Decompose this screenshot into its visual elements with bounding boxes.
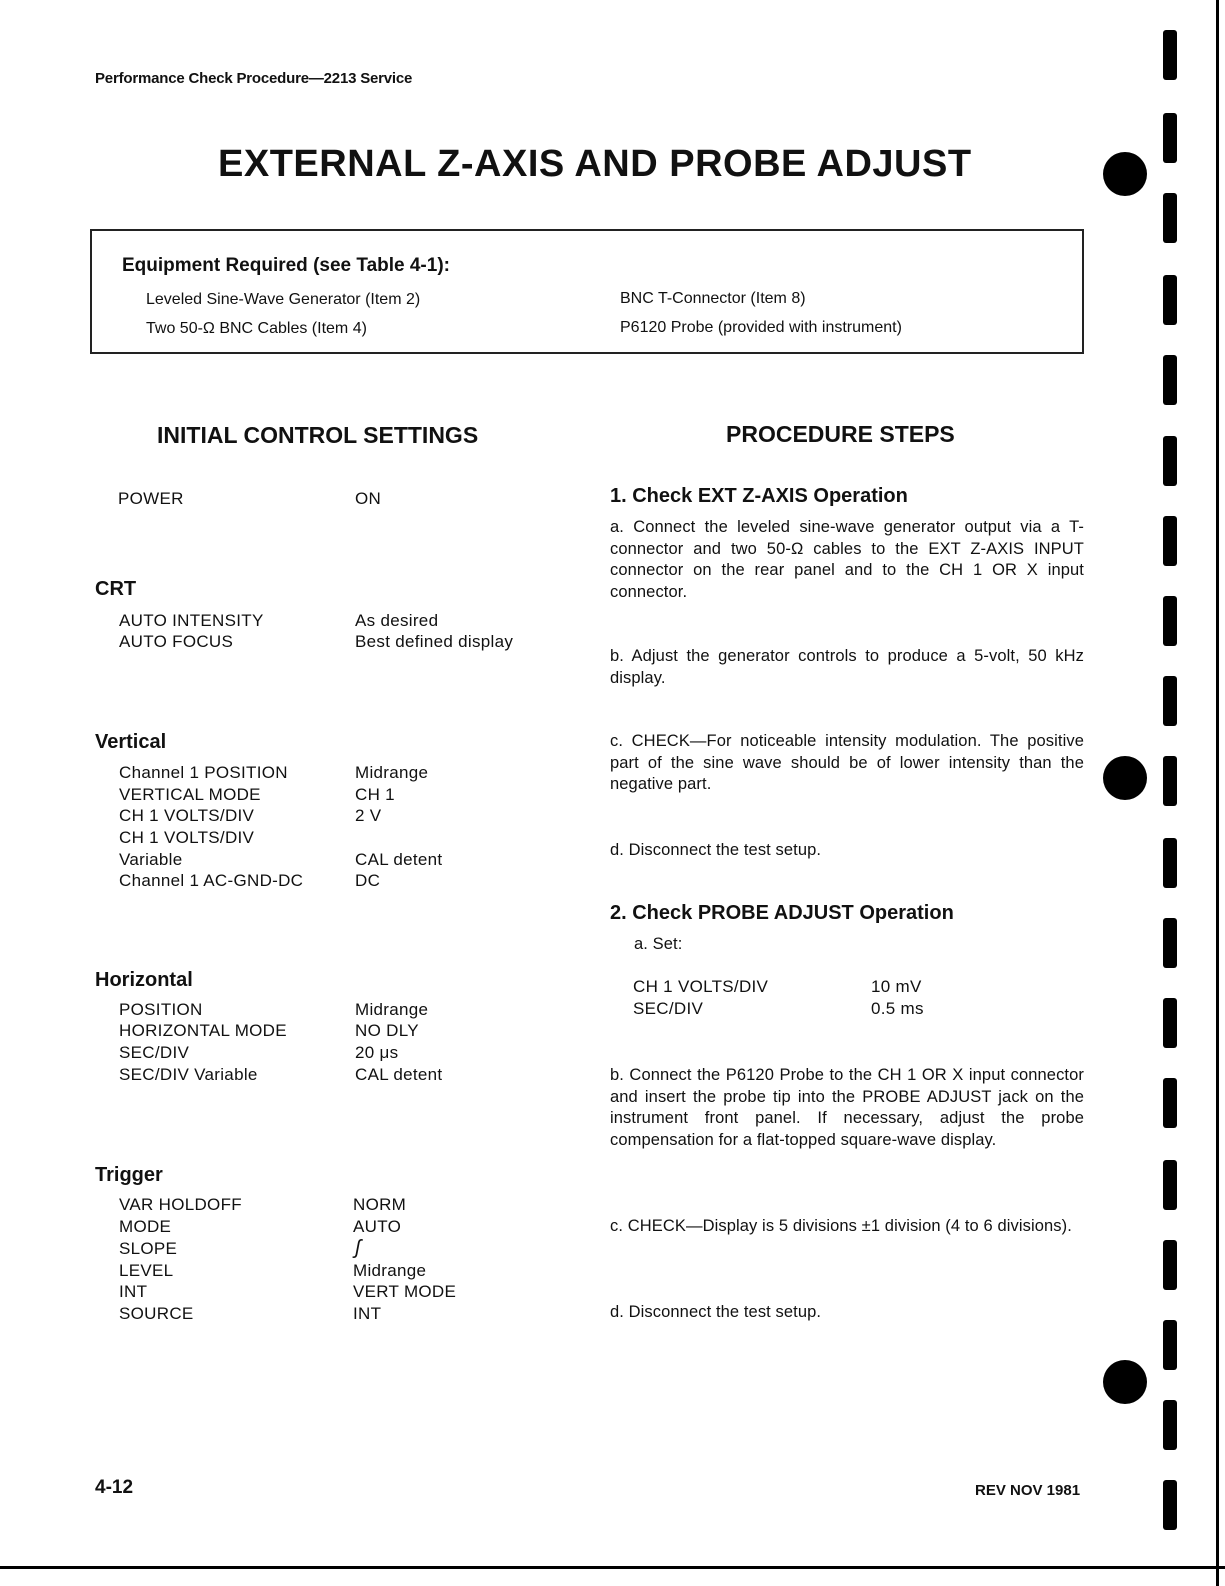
binding-mark (1163, 918, 1177, 968)
step-1d: d. Disconnect the test setup. (610, 841, 822, 859)
setting-label: Channel 1 POSITION (119, 763, 288, 782)
step-2a: a. Set: (634, 935, 683, 953)
setting-label: SOURCE (119, 1304, 194, 1323)
setting-label: AUTO INTENSITY (119, 611, 264, 630)
binding-mark (1163, 516, 1177, 566)
setting-value: Midrange (353, 1261, 427, 1280)
punch-hole (1103, 152, 1147, 196)
setting-value: NORM (353, 1195, 407, 1214)
setting-value: Best defined display (355, 632, 514, 651)
setting-value: INT (353, 1304, 382, 1323)
setting-label: LEVEL (119, 1261, 174, 1280)
setting-value: CAL detent (355, 850, 443, 869)
setting-label: SEC/DIV (633, 999, 704, 1018)
crt-heading: CRT (95, 578, 137, 600)
setting-value: 10 mV (871, 977, 922, 996)
setting-value: ON (355, 489, 382, 508)
binding-mark (1163, 756, 1177, 806)
binding-mark (1163, 193, 1177, 243)
setting-value: Midrange (355, 1000, 429, 1019)
setting-label: MODE (119, 1217, 172, 1236)
setting-label: CH 1 VOLTS/DIV (119, 806, 255, 825)
setting-value: As desired (355, 611, 439, 630)
setting-label: POSITION (119, 1000, 203, 1019)
procedure-heading: PROCEDURE STEPS (726, 421, 955, 447)
binding-mark (1163, 1078, 1177, 1128)
page-edge-rule (1216, 0, 1219, 1586)
setting-label: VERTICAL MODE (119, 785, 261, 804)
page-bottom-rule (0, 1566, 1225, 1569)
page-number: 4-12 (95, 1477, 134, 1498)
punch-hole (1103, 756, 1147, 800)
setting-label: Variable (119, 850, 183, 869)
binding-mark (1163, 596, 1177, 646)
step-1-title: 1. Check EXT Z-AXIS Operation (610, 485, 908, 507)
trigger-heading: Trigger (95, 1164, 163, 1186)
binding-mark (1163, 436, 1177, 486)
setting-value: 2 V (355, 806, 382, 825)
setting-value: DC (355, 871, 381, 890)
binding-mark (1163, 1160, 1177, 1210)
step-1c: c. CHECK—For noticeable intensity modulation. The positive part of the sine wave should be of lower intensity than the negative part. (610, 732, 1084, 793)
step-2b: b. Connect the P6120 Probe to the CH 1 OR X input connector and insert the probe tip into the PROBE ADJUST jack on the instrument front panel. If necessary, adjust the probe compensation for a flat-topped square-wave display. (610, 1066, 1084, 1149)
revision-date: REV NOV 1981 (975, 1482, 1081, 1499)
step-2-title: 2. Check PROBE ADJUST Operation (610, 902, 954, 924)
setting-value: 20 μs (355, 1043, 399, 1062)
binding-mark (1163, 30, 1177, 80)
setting-value: VERT MODE (353, 1282, 457, 1301)
setting-value: NO DLY (355, 1021, 419, 1040)
setting-value: Midrange (355, 763, 429, 782)
step-1a: a. Connect the leveled sine-wave generator output via a T-connector and two 50-Ω cables to the EXT Z-AXIS INPUT connector on the rear panel and to the CH 1 OR X input connector. (610, 518, 1084, 601)
step-1b: b. Adjust the generator controls to produce a 5-volt, 50 kHz display. (610, 647, 1084, 687)
binding-mark (1163, 838, 1177, 888)
equipment-item: Two 50-Ω BNC Cables (Item 4) (146, 320, 367, 337)
binding-mark (1163, 1320, 1177, 1370)
setting-label: CH 1 VOLTS/DIV (119, 828, 255, 847)
setting-label: INT (119, 1282, 148, 1301)
setting-value: CAL detent (355, 1065, 443, 1084)
horizontal-heading: Horizontal (95, 969, 193, 991)
binding-mark (1163, 1400, 1177, 1450)
setting-label: Channel 1 AC-GND-DC (119, 871, 304, 890)
setting-label: POWER (118, 489, 184, 508)
setting-label: HORIZONTAL MODE (119, 1021, 287, 1040)
step-2d: d. Disconnect the test setup. (610, 1303, 822, 1321)
binding-mark (1163, 1240, 1177, 1290)
binding-mark (1163, 1480, 1177, 1530)
setting-label: VAR HOLDOFF (119, 1195, 242, 1214)
equipment-item: BNC T-Connector (Item 8) (620, 290, 806, 307)
binding-mark (1163, 676, 1177, 726)
equipment-item: Leveled Sine-Wave Generator (Item 2) (146, 291, 421, 308)
slope-symbol: ʃ (355, 1237, 362, 1259)
setting-label: CH 1 VOLTS/DIV (633, 977, 769, 996)
setting-label: SLOPE (119, 1239, 178, 1258)
binding-mark (1163, 998, 1177, 1048)
equipment-heading: Equipment Required (see Table 4-1): (122, 255, 450, 276)
binding-mark (1163, 355, 1177, 405)
initial-settings-heading: INITIAL CONTROL SETTINGS (157, 422, 479, 448)
setting-value: CH 1 (355, 785, 395, 804)
page-title: EXTERNAL Z-AXIS AND PROBE ADJUST (218, 143, 972, 185)
vertical-heading: Vertical (95, 731, 167, 753)
equipment-item: P6120 Probe (provided with instrument) (620, 319, 902, 336)
setting-value: 0.5 ms (871, 999, 924, 1018)
setting-label: SEC/DIV (119, 1043, 190, 1062)
binding-mark (1163, 275, 1177, 325)
setting-label: SEC/DIV Variable (119, 1065, 258, 1084)
punch-hole (1103, 1360, 1147, 1404)
running-head: Performance Check Procedure—2213 Service (95, 70, 413, 87)
binding-mark (1163, 113, 1177, 163)
step-2c: c. CHECK—Display is 5 divisions ±1 division (4 to 6 divisions). (610, 1217, 1072, 1235)
setting-value: AUTO (353, 1217, 402, 1236)
setting-label: AUTO FOCUS (119, 632, 234, 651)
